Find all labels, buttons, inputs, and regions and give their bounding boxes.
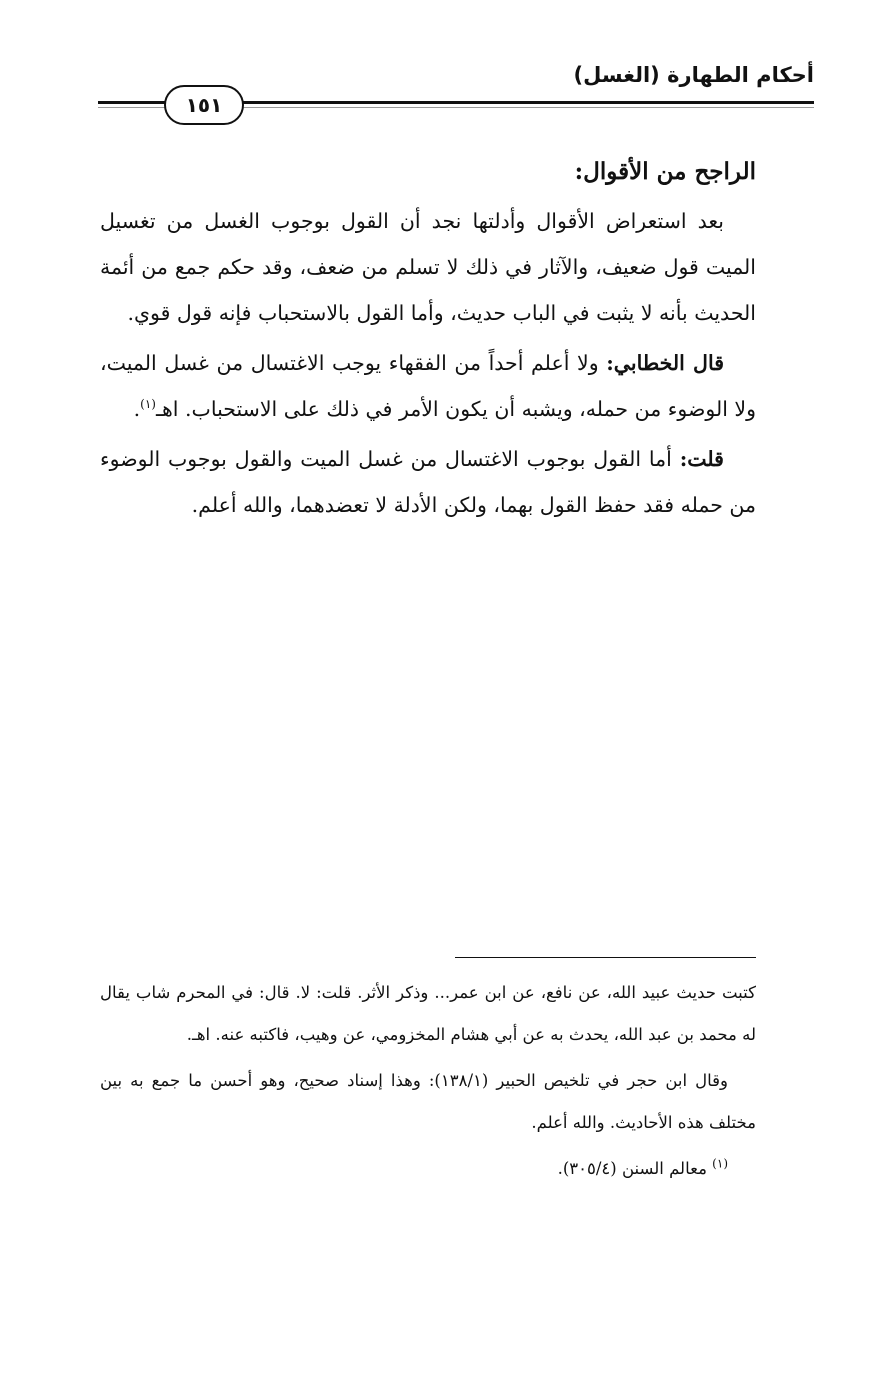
running-title: أحكام الطهارة (الغسل) (573, 63, 814, 87)
paragraph-3 (100, 436, 756, 528)
paragraph-3-text: أما القول بوجوب الاغتسال من غسل الميت والقول بوجوب الوضوء من حمله فقد حفظ القول بهما، ولكن الأدلة لا تعضدهما، والله أعلم. (100, 447, 756, 517)
section-heading: الراجح من الأقوال: (574, 158, 756, 185)
main-text (100, 150, 756, 532)
footnote-continued: كتبت حديث عبيد الله، عن نافع، عن ابن عمر... وذكر الأثر. قلت: لا. قال: في المحرم شاب يقال له محمد بن عبد الله، يحدث به عن أبي هشام المخزومي، عن وهيب، فاكتبه عنه. اهـ. (100, 983, 756, 1044)
footnote-1-marker: (١) (712, 1156, 728, 1171)
footnote-separator (455, 957, 756, 958)
footnote-ref-1: (١) (140, 397, 156, 412)
page-header (98, 60, 814, 120)
page-number: ١٥١ (164, 85, 244, 125)
paragraph-2-text: ولا أعلم أحداً من الفقهاء يوجب الاغتسال من غسل الميت، ولا الوضوء من حمله، ويشبه أن يكون الأمر في ذلك على الاستحباب. اهـ (100, 351, 756, 421)
paragraph-2 (100, 340, 756, 432)
footnote-continued-2: وقال ابن حجر في تلخيص الحبير (١٣٨/١): وهذا إسناد صحيح، وهو أحسن ما جمع به بين مختلف هذه الأحاديث. والله أعلم. (100, 1071, 756, 1132)
footnotes (100, 972, 756, 1194)
footnote-1 (100, 1148, 756, 1190)
paragraph-1: بعد استعراض الأقوال وأدلتها نجد أن القول بوجوب الغسل من تغسيل الميت قول ضعيف، والآثار في ذلك لا تسلم من ضعف، وقد حكم جمع من أئمة الحديث بأنه لا يثبت في الباب حديث، وأما القول بالاستحباب فإنه قول قوي. (100, 209, 756, 325)
paragraph-3-lead: قلت: (679, 447, 724, 471)
paragraph-2-lead: قال الخطابي: (606, 351, 724, 375)
footnote-1-text: معالم السنن (٣٠٥/٤). (557, 1159, 713, 1178)
paragraph-2-end: . (133, 397, 141, 421)
